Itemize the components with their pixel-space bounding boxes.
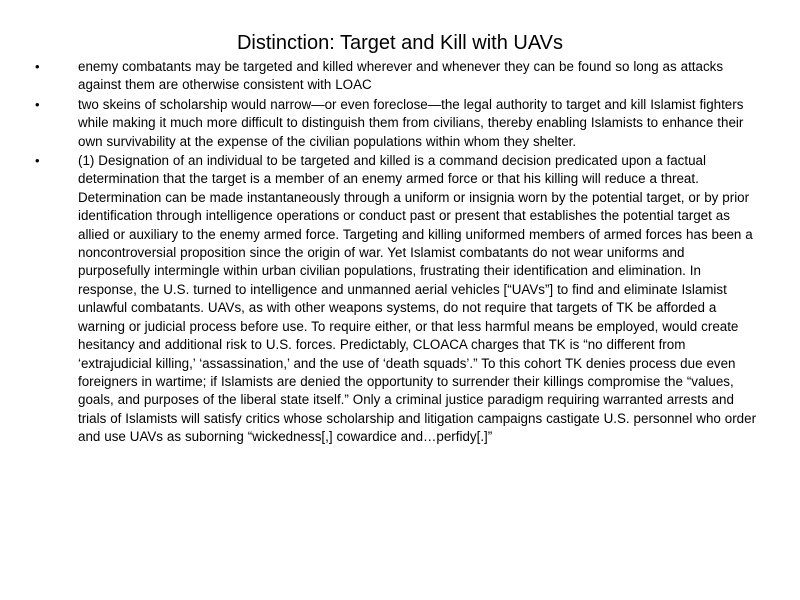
bullet-dot-icon: • <box>35 153 40 169</box>
bullet-dot-icon: • <box>35 96 40 112</box>
bullet-text: (1) Designation of an individual to be targeted and killed is a command decision predicated upon a factual determination that the target is a member of an enemy armed force or that his killing will reduce a threat. Determination can be made instantaneously through a uniform or insignia worn by the potential target, or by prior identification through intelligence operations or conduct past or present that establishes the potential target as allied or auxiliary to the enemy armed force. Targeting and killing uniformed members of armed forces has been a noncontroversial proposition since the origin of war. Yet Islamist combatants do not wear uniforms and purposefully intermingle within urban civilian populations, frustrating their identification and elimination. In response, the U.S. turned to intelligence and unmanned aerial vehicles [“UAVs”] to find and eliminate Islamist unlawful combatants. UAVs, as with other weapons systems, do not require that targets of TK be afforded a warning or judicial process before use. To require either, or that less harmful means be employed, would create hesitancy and additional risk to U.S. forces. Predictably, CLOACA charges that TK is “no different from ‘extrajudicial killing,’ ‘assassination,’ and the use of ‘death squads’.” To this cohort TK denies process due even foreigners in wartime; if Islamists are denied the opportunity to surrender their killings compromise the “values, goals, and purposes of the liberal state itself.” Only a criminal justice paradigm requiring warranted arrests and trials of Islamists will satisfy critics whose scholarship and litigation campaigns castigate U.S. personnel who order and use UAVs as suborning “wickedness[,] cowardice and…perfidy[.]” <box>78 153 757 445</box>
bullet-dot-icon: • <box>35 59 40 74</box>
bullet-list <box>0 58 800 448</box>
bullet-item <box>0 96 800 151</box>
slide-title: Distinction: Target and Kill with UAVs <box>236 32 564 54</box>
bullet-item <box>0 58 800 95</box>
bullet-text: two skeins of scholarship would narrow—or even foreclose—the legal authority to target and kill Islamist fighters while making it much more difficult to distinguish them from civilians, thereby enabling Islamists to enhance their own survivability at the expense of the civilian populations within whom they shelter. <box>78 96 744 149</box>
bullet-item <box>0 152 800 447</box>
bullet-text: enemy combatants may be targeted and killed wherever and whenever they can be found so long as attacks against them are otherwise consistent with LOAC <box>78 59 724 93</box>
